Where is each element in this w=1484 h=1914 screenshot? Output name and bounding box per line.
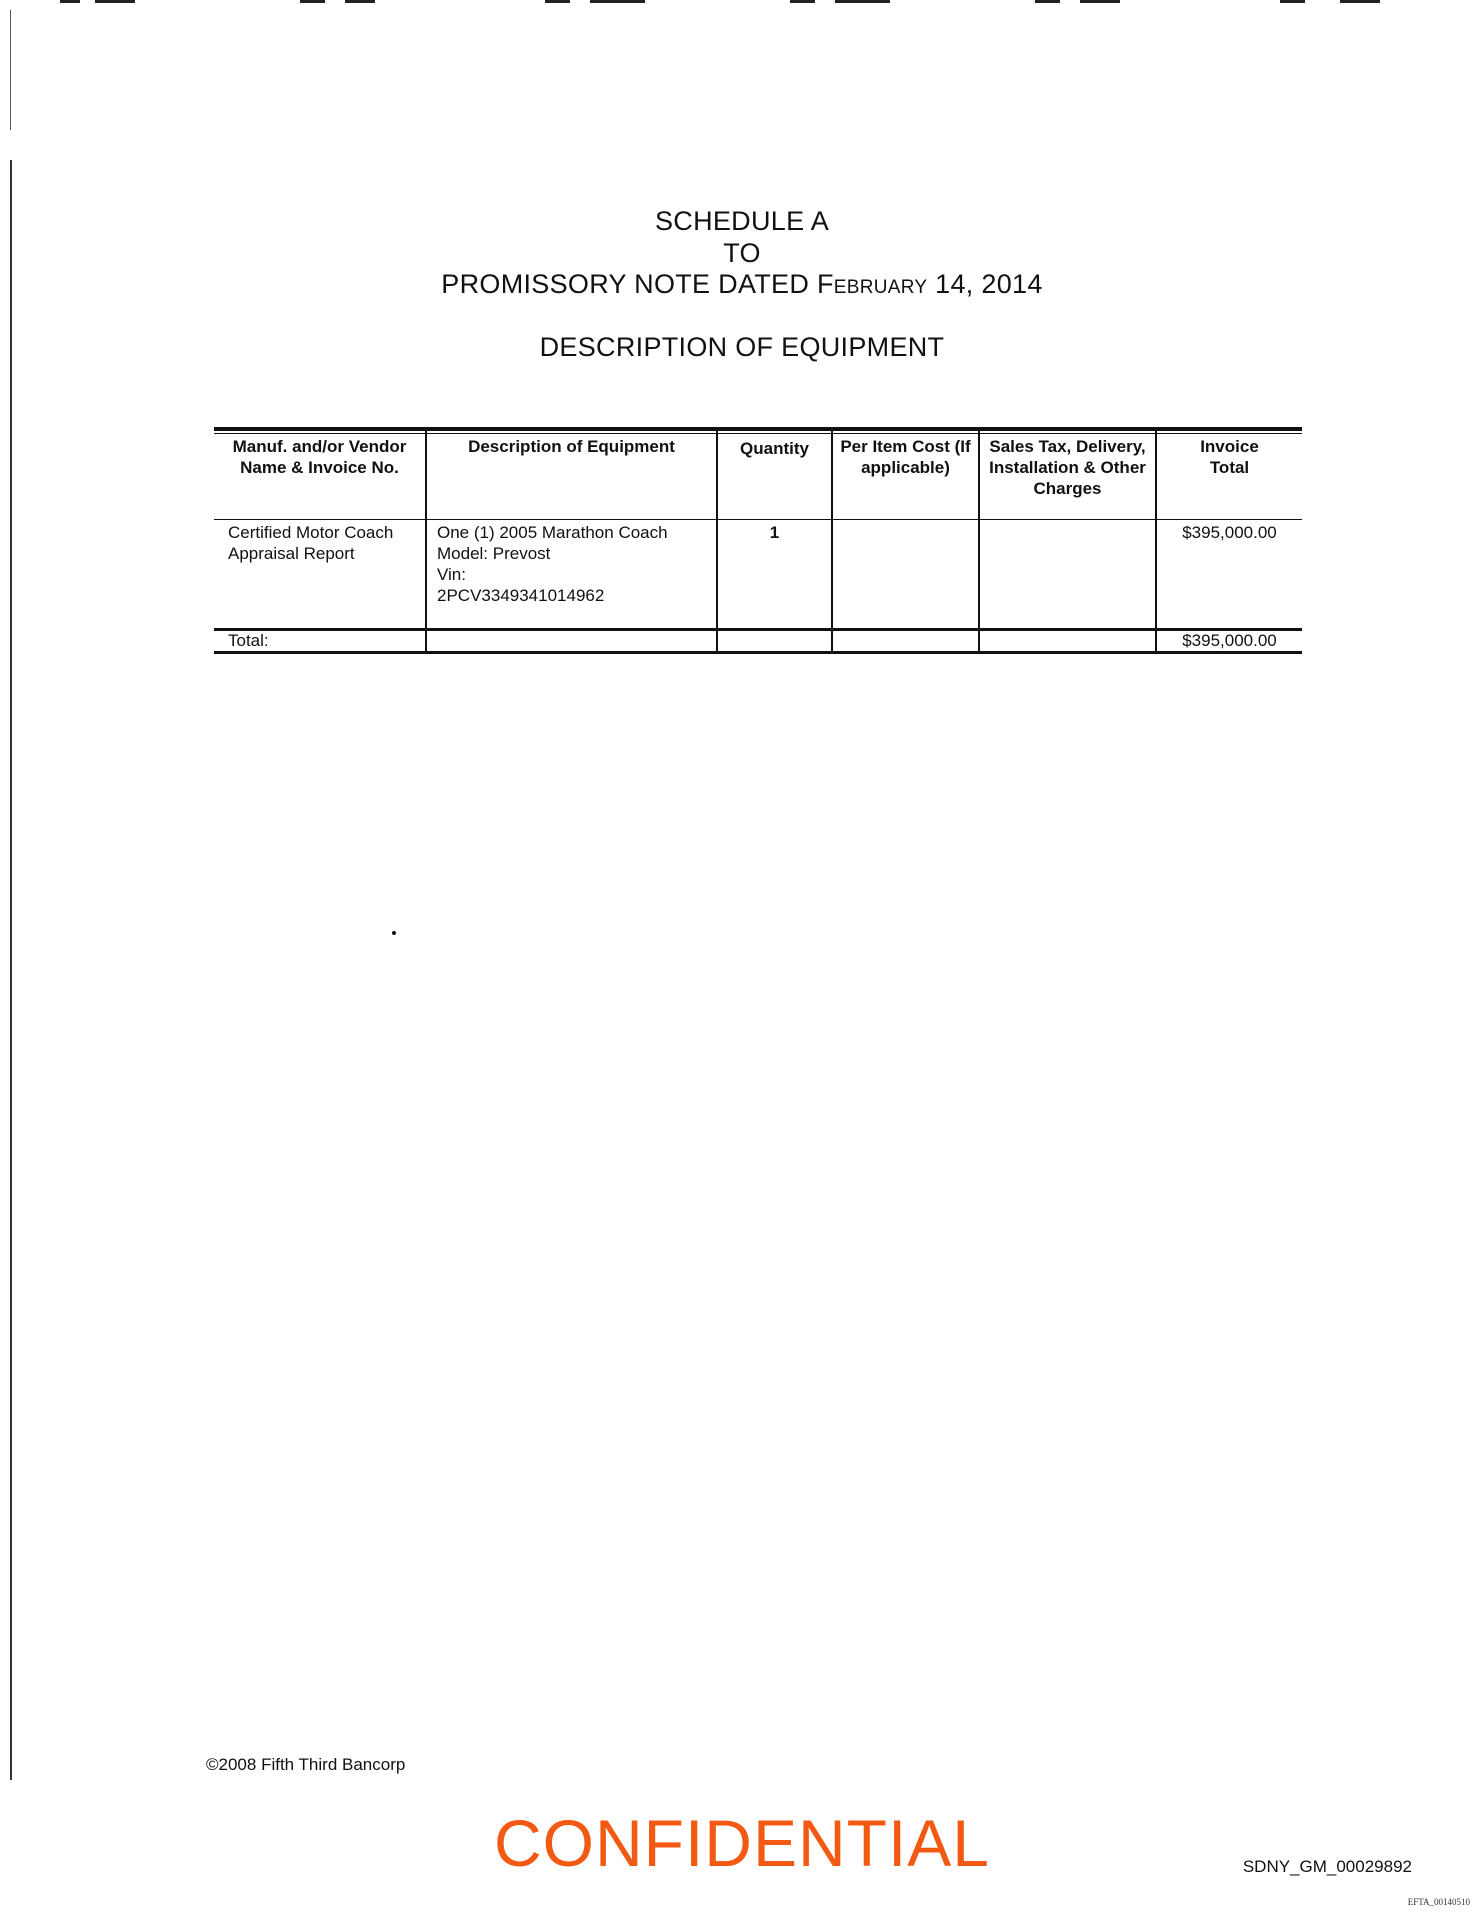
row-description-line: One (1) 2005 Marathon Coach: [437, 523, 668, 542]
scan-margin-line: [10, 160, 12, 1780]
copyright-notice: ©2008 Fifth Third Bancorp: [206, 1755, 406, 1774]
row-description-line: Model: Prevost: [437, 544, 551, 563]
table-top-rule-thin: [214, 433, 1302, 434]
total-label: Total:: [228, 631, 269, 650]
schedule-title: SCHEDULE A: [654, 206, 830, 236]
row-description-line: Vin:: [437, 565, 466, 584]
confidential-stamp: CONFIDENTIAL: [493, 1806, 991, 1880]
header-description: Description of Equipment: [468, 437, 675, 456]
total-invoice-amount: $395,000.00: [1182, 631, 1277, 650]
scan-speck: [392, 931, 396, 935]
row-description: [437, 522, 715, 606]
header-bottom-rule: [214, 519, 1302, 520]
description-heading: DESCRIPTION OF EQUIPMENT: [539, 332, 945, 362]
header-invoice-total: Invoice Total: [1200, 437, 1259, 477]
header-vendor: Manuf. and/or Vendor Name & Invoice No.: [232, 437, 407, 477]
promissory-note-prefix: PROMISSORY NOTE DATED: [441, 269, 817, 299]
header-quantity: Quantity: [740, 439, 809, 458]
header-per-item-cost: Per Item Cost (If applicable): [840, 437, 971, 477]
scan-top-marks: [0, 0, 1484, 8]
column-divider: [425, 431, 427, 653]
scan-margin-line: [10, 10, 11, 130]
promissory-note-title: [0, 269, 1484, 300]
row-invoice-total: $395,000.00: [1182, 523, 1277, 542]
table-bottom-rule: [214, 651, 1302, 654]
efta-number: EFTA_00140510: [1407, 1897, 1470, 1907]
schedule-to: TO: [723, 238, 761, 268]
row-quantity: 1: [769, 523, 780, 542]
header-sales-tax: Sales Tax, Delivery, Installation & Other Charges: [989, 437, 1146, 498]
bates-number: SDNY_GM_00029892: [1242, 1857, 1412, 1876]
equipment-table: [214, 427, 1302, 653]
row-description-line: 2PCV3349341014962: [437, 586, 605, 605]
row-vendor: Certified Motor Coach Appraisal Report: [228, 523, 394, 563]
table-top-rule: [214, 427, 1302, 431]
promissory-note-date: February 14, 2014: [816, 269, 1043, 299]
